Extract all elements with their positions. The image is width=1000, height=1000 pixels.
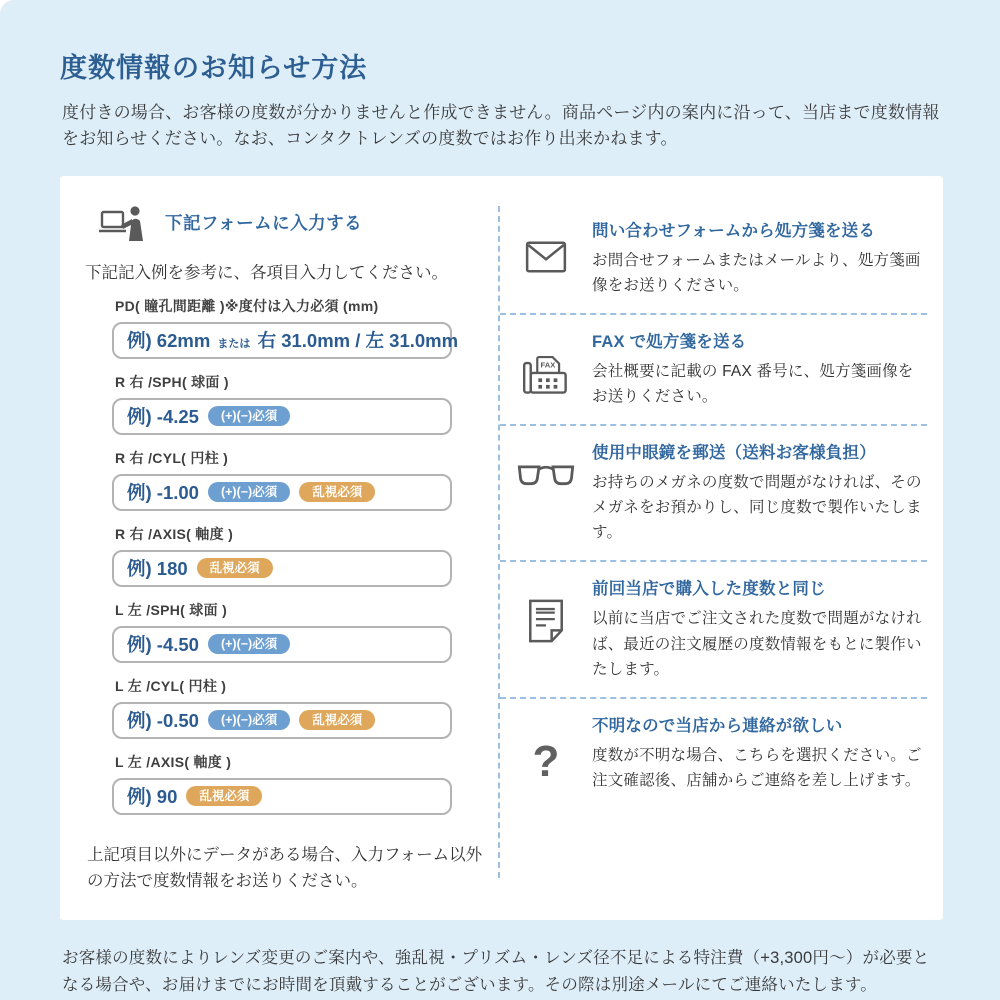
glasses-icon bbox=[500, 439, 592, 545]
method-description: お問合せフォームまたはメールより、処方箋画像をお送りください。 bbox=[592, 251, 921, 294]
example-value: 例) 180 bbox=[127, 558, 188, 580]
field-label: L 左 /CYL( 円柱 ) bbox=[115, 677, 227, 694]
example-input-box-l-cyl[interactable] bbox=[112, 702, 452, 739]
form-section-header bbox=[99, 204, 498, 242]
form-extra-note: 上記項目以外にデータがある場合、入力フォーム以外の方法で度数情報をお送りください。 bbox=[87, 845, 483, 891]
example-value: 例) 62mm または 右 31.0mm / 左 31.0mm bbox=[127, 330, 459, 352]
question-icon: ? bbox=[532, 736, 560, 786]
content-box bbox=[60, 176, 943, 921]
example-value: 例) -4.25 bbox=[127, 406, 199, 428]
example-value: 例) -0.50 bbox=[127, 710, 199, 732]
fax-icon bbox=[500, 328, 592, 409]
form-section-heading: 下記フォームに入力する bbox=[165, 213, 363, 234]
form-field-pd bbox=[112, 296, 459, 359]
bottom-note: お客様の度数によりレンズ変更のご案内や、強乱視・プリズム・レンズ径不足による特注費（+3,300円〜）が必要となる場合や、お届けまでにお時間を頂戴することがございます。その際は別途メールにてご連絡いたします。 bbox=[62, 949, 930, 994]
example-form-fields bbox=[112, 296, 459, 815]
sign-required-badge: (+)(−)必須 bbox=[208, 406, 290, 427]
method-contact-form bbox=[500, 204, 927, 313]
field-label: PD( 瞳孔間距離 )※度付は入力必須 (mm) bbox=[115, 297, 379, 314]
method-unknown-contact-me bbox=[500, 697, 927, 808]
method-fax bbox=[500, 313, 927, 424]
astigmatism-required-badge: 乱視必須 bbox=[299, 482, 375, 503]
method-description: 会社概要に記載の FAX 番号に、処方箋画像をお送りください。 bbox=[592, 362, 914, 406]
alt-methods-column bbox=[500, 202, 943, 895]
envelope-icon bbox=[500, 217, 592, 298]
form-field-l-axis bbox=[112, 752, 452, 815]
sign-required-badge: (+)(−)必須 bbox=[208, 710, 290, 731]
example-value: 例) -4.50 bbox=[127, 634, 199, 656]
method-description: お持ちのメガネの度数で問題がなければ、そのメガネをお預かりし、同じ度数で製作いたします。 bbox=[592, 474, 922, 542]
form-instruction: 下記記入例を参考に、各項目入力してください。 bbox=[85, 263, 448, 282]
example-value: 例) 90 bbox=[127, 786, 178, 808]
presenter-screen-icon bbox=[99, 204, 149, 242]
svg-text:FAX: FAX bbox=[540, 360, 556, 370]
page-title: 度数情報のお知らせ方法 bbox=[60, 53, 368, 83]
form-field-r-cyl bbox=[112, 448, 452, 511]
form-guide-column bbox=[60, 202, 498, 895]
form-field-l-sph bbox=[112, 600, 452, 663]
sign-required-badge: (+)(−)必須 bbox=[208, 482, 290, 503]
astigmatism-required-badge: 乱視必須 bbox=[186, 786, 262, 807]
form-field-r-sph bbox=[112, 372, 452, 435]
method-description: 度数が不明な場合、こちらを選択ください。ご注文確認後、店舗からご連絡を差し上げます。 bbox=[592, 746, 922, 789]
document-icon bbox=[500, 575, 592, 681]
field-label: R 右 /CYL( 円柱 ) bbox=[115, 449, 229, 466]
method-heading: 使用中眼鏡を郵送（送料お客様負担） bbox=[592, 444, 876, 463]
method-same-as-previous bbox=[500, 560, 927, 696]
method-heading: 問い合わせフォームから処方箋を送る bbox=[592, 221, 876, 240]
example-input-box-pd[interactable] bbox=[112, 322, 459, 359]
method-heading: 不明なので当店から連絡が欲しい bbox=[592, 716, 843, 735]
sign-required-badge: (+)(−)必須 bbox=[208, 634, 290, 655]
field-label: L 左 /AXIS( 軸度 ) bbox=[115, 753, 232, 770]
example-input-box-l-sph[interactable] bbox=[112, 626, 452, 663]
method-mail-glasses bbox=[500, 424, 927, 560]
field-label: L 左 /SPH( 球面 ) bbox=[115, 601, 228, 618]
example-input-box-r-cyl[interactable] bbox=[112, 474, 452, 511]
example-input-box-r-sph[interactable] bbox=[112, 398, 452, 435]
method-heading: 前回当店で購入した度数と同じ bbox=[592, 580, 826, 599]
example-input-box-r-axis[interactable] bbox=[112, 550, 452, 587]
form-field-r-axis bbox=[112, 524, 452, 587]
intro-text: 度付きの場合、お客様の度数が分かりませんと作成できません。商品ページ内の案内に沿って、当店まで度数情報をお知らせください。なお、コンタクトレンズの度数ではお作り出来かねます。 bbox=[62, 103, 940, 149]
example-value: 例) -1.00 bbox=[127, 482, 199, 504]
astigmatism-required-badge: 乱視必須 bbox=[299, 710, 375, 731]
field-label: R 右 /AXIS( 軸度 ) bbox=[115, 525, 234, 542]
method-heading: FAX で処方箋を送る bbox=[592, 332, 747, 351]
astigmatism-required-badge: 乱視必須 bbox=[197, 558, 273, 579]
example-input-box-l-axis[interactable] bbox=[112, 778, 452, 815]
form-field-l-cyl bbox=[112, 676, 452, 739]
field-label: R 右 /SPH( 球面 ) bbox=[115, 373, 229, 390]
method-description: 以前に当店でご注文された度数で問題がなければ、最近の注文履歴の度数情報をもとに製作いたします。 bbox=[592, 610, 922, 678]
